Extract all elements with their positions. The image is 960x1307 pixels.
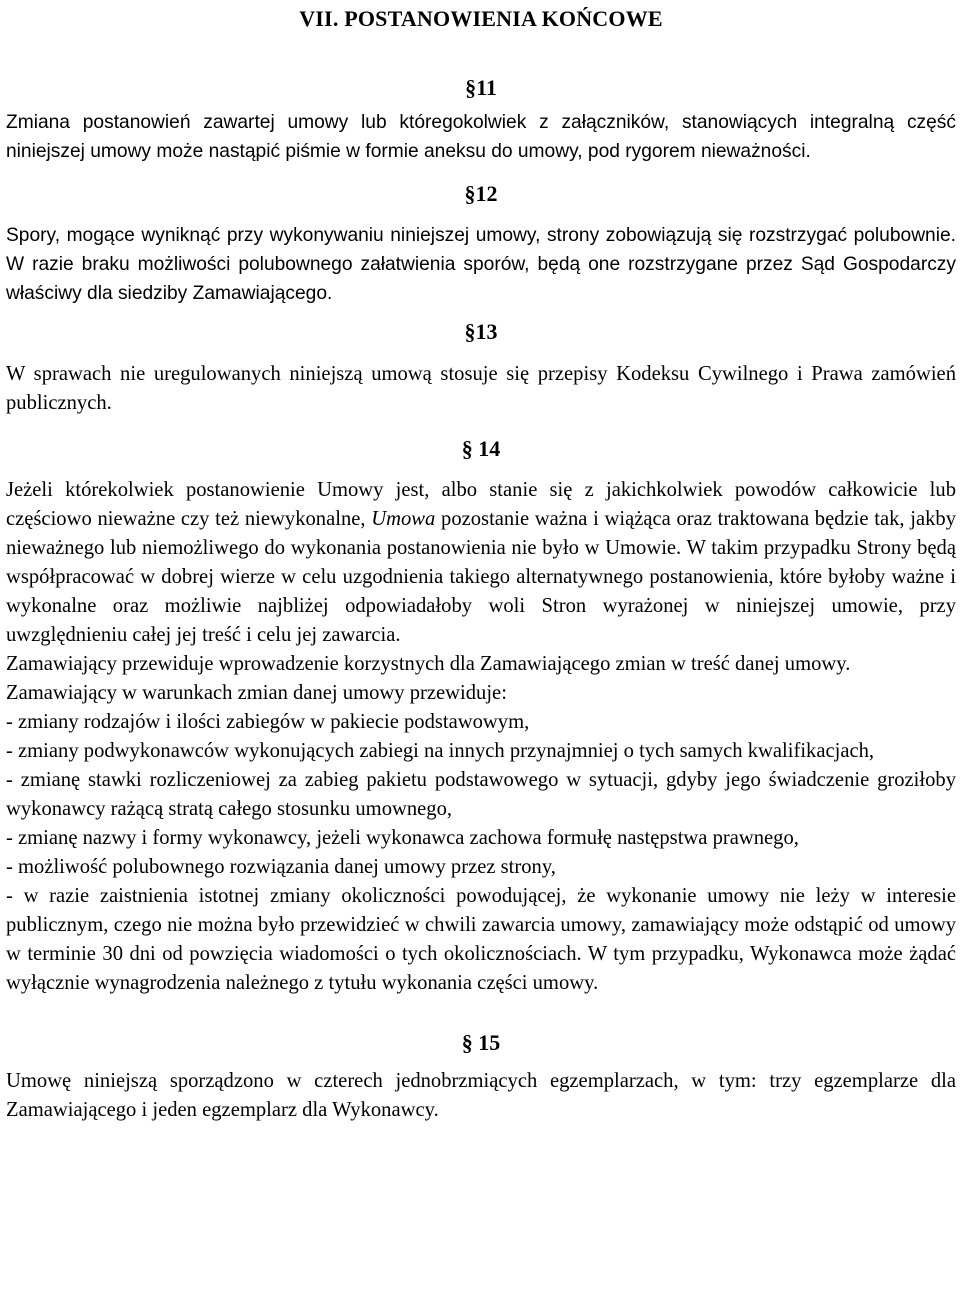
section-11-paragraph: Zmiana postanowień zawartej umowy lub któregokolwiek z załączników, stanowiących integralną część niniejszej umowy może nastąpić piśmie w formie aneksu do umowy, pod rygorem nieważności. (6, 112, 956, 162)
document-page (6, 0, 956, 1125)
section-14-p1-end: pozostanie ważna i wiążąca oraz traktowana będzie tak, jakby nieważnego lub niemożliwego do wykonania postanowienia nie było w Umowie. W takim przypadku Strony będą współpracować w dobrej wierze w celu uzgodnienia takiego alternatywnego postanowienia, które byłoby ważne i wykonalne oraz możliwie najbliżej odpowiadałoby woli Stron wyrażonej w niniejszej umowie, przy uwzględnieniu całej jej treść i celu jej zawarcia. (6, 508, 956, 646)
section-mark-14: § 14 (461, 436, 501, 461)
list-item: - zmianę nazwy i formy wykonawcy, jeżeli wykonawca zachowa formułę następstwa prawnego, (6, 827, 799, 849)
section-mark-11: §11 (465, 75, 497, 100)
section-12-paragraph (6, 221, 956, 308)
section-12-sentence-2: W razie braku możliwości polubownego załatwienia sporów, będą one rozstrzygane przez Sąd Gospodarczy właściwy dla siedziby Zamawiającego. (6, 254, 956, 304)
list-item: - w razie zaistnienia istotnej zmiany okoliczności powodującej, że wykonanie umowy nie leży w interesie publicznym, czego nie można było przewidzieć w chwili zawarcia umowy, zamawiający może odstąpić od umowy w terminie 30 dni od powzięcia wiadomości o tych okolicznościach. W tym przypadku, Wykonawca może żądać wyłącznie wynagrodzenia należnego z tytułu wykonania części umowy. (6, 885, 956, 994)
section-15-paragraph: Umowę niniejszą sporządzono w czterech jednobrzmiących egzemplarzach, w tym: trzy egzemplarze dla Zamawiającego i jeden egzemplarz dla Wykonawcy. (6, 1070, 956, 1121)
section-mark-15: § 15 (461, 1030, 501, 1055)
section-mark-13: §13 (464, 319, 498, 344)
list-item: - zmianę stawki rozliczeniowej za zabieg pakietu podstawowego w sytuacji, gdyby jego świadczenie groziłoby wykonawcy rażącą stratą całego stosunku umownego, (6, 769, 956, 820)
list-item: - zmiany rodzajów i ilości zabiegów w pakiecie podstawowym, (6, 711, 530, 733)
chapter-title: VII. POSTANOWIENIA KOŃCOWE (299, 6, 663, 31)
section-14-paragraph-3: Zamawiający w warunkach zmian danej umowy przewiduje: (6, 682, 507, 704)
section-mark-12: §12 (464, 181, 498, 206)
section-14-list (6, 708, 956, 998)
section-13-paragraph: W sprawach nie uregulowanych niniejszą umową stosuje się przepisy Kodeksu Cywilnego i Prawa zamówień publicznych. (6, 363, 956, 414)
list-item: - zmiany podwykonawców wykonujących zabiegi na innych przynajmniej o tych samych kwalifikacjach, (6, 740, 875, 762)
section-14-p1-start: Jeżeli którekolwiek postanowienie Umowy jest, albo stanie się z jakichkolwiek powodów całkowicie lub częściowo nieważne czy też niewykonalne, (6, 479, 956, 530)
section-14-p1-italic: Umowa (371, 508, 436, 530)
section-14-paragraph-1 (6, 476, 956, 650)
section-12-sentence-1: Spory, mogące wyniknąć przy wykonywaniu niniejszej umowy, strony zobowiązują się rozstrzygać polubownie. (6, 225, 956, 246)
list-item: - możliwość polubownego rozwiązania danej umowy przez strony, (6, 856, 556, 878)
section-14-paragraph-2: Zamawiający przewiduje wprowadzenie korzystnych dla Zamawiającego zmian w treść danej umowy. (6, 653, 851, 675)
